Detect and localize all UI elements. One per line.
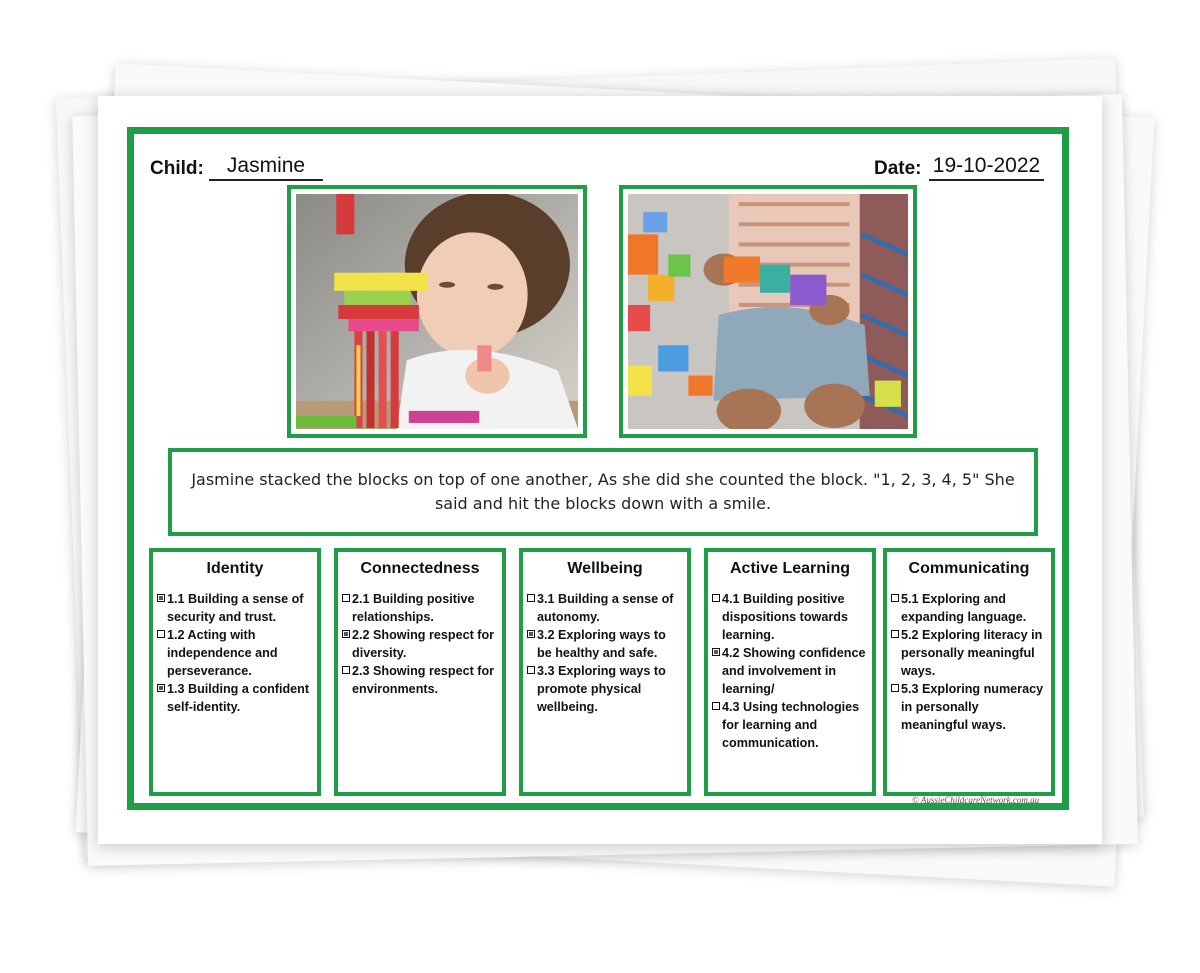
checkbox-icon[interactable] — [527, 666, 535, 674]
checkbox-icon[interactable] — [891, 684, 899, 692]
outcome-item: 2.3 Showing respect for environments. — [342, 662, 498, 698]
outcome-active-learning — [704, 548, 876, 796]
outcome-title: Communicating — [908, 560, 1030, 577]
outcome-title: Identity — [206, 560, 264, 577]
checkbox-icon[interactable] — [342, 666, 350, 674]
checkbox-icon[interactable] — [712, 702, 720, 710]
outcome-item: 4.1 Building positive dispositions towards learning. — [712, 590, 868, 644]
outcome-item: 3.2 Exploring ways to be healthy and safe. — [527, 626, 683, 662]
outcome-item: 5.2 Exploring literacy in personally meaningful ways. — [891, 626, 1047, 680]
outcome-connectedness — [334, 548, 506, 796]
child-label: Child: — [150, 158, 204, 179]
copyright-text: © AussieChildcareNetwork.com.au — [912, 795, 1040, 805]
checkbox-icon[interactable] — [157, 630, 165, 638]
outcome-item: 2.1 Building positive relationships. — [342, 590, 498, 626]
child-stacking-blocks-image — [296, 194, 578, 429]
outcome-identity — [149, 548, 321, 796]
checkbox-icon[interactable] — [712, 648, 720, 656]
checkbox-icon[interactable] — [527, 630, 535, 638]
outcome-item: 5.1 Exploring and expanding language. — [891, 590, 1047, 626]
outcome-item: 3.3 Exploring ways to promote physical wellbeing. — [527, 662, 683, 716]
date-field[interactable]: 19-10-2022 — [929, 154, 1044, 181]
date-label: Date: — [874, 158, 922, 179]
checkbox-icon[interactable] — [157, 684, 165, 692]
outcome-item: 1.3 Building a confident self-identity. — [157, 680, 313, 716]
outcome-item: 4.3 Using technologies for learning and communication. — [712, 698, 868, 752]
outcome-item: 2.2 Showing respect for diversity. — [342, 626, 498, 662]
outcome-item: 1.2 Acting with independence and perseverance. — [157, 626, 313, 680]
outcome-wellbeing — [519, 548, 691, 796]
observation-text: Jasmine stacked the blocks on top of one another, As she did she counted the block. "1, 2, 3, 4, 5" She said and hit the blocks down with a smile. — [168, 448, 1038, 536]
checkbox-icon[interactable] — [891, 594, 899, 602]
checkbox-icon[interactable] — [891, 630, 899, 638]
outcome-title: Active Learning — [729, 560, 851, 577]
checkbox-icon[interactable] — [342, 630, 350, 638]
checkbox-icon[interactable] — [342, 594, 350, 602]
outcome-item: 4.2 Showing confidence and involvement in learning/ — [712, 644, 868, 698]
outcome-item: 1.1 Building a sense of security and trust. — [157, 590, 313, 626]
outcome-title: Wellbeing — [567, 560, 643, 577]
checkbox-icon[interactable] — [527, 594, 535, 602]
outcome-communicating — [883, 548, 1055, 796]
child-name-field[interactable]: Jasmine — [209, 154, 323, 181]
observation-photo-2 — [619, 185, 917, 438]
observation-photo-1 — [287, 185, 587, 438]
checkbox-icon[interactable] — [712, 594, 720, 602]
checkbox-icon[interactable] — [157, 594, 165, 602]
outcome-item: 5.3 Exploring numeracy in personally meaningful ways. — [891, 680, 1047, 734]
outcome-title: Connectedness — [360, 560, 480, 577]
child-holding-blocks-image — [628, 194, 908, 429]
outcome-item: 3.1 Building a sense of autonomy. — [527, 590, 683, 626]
